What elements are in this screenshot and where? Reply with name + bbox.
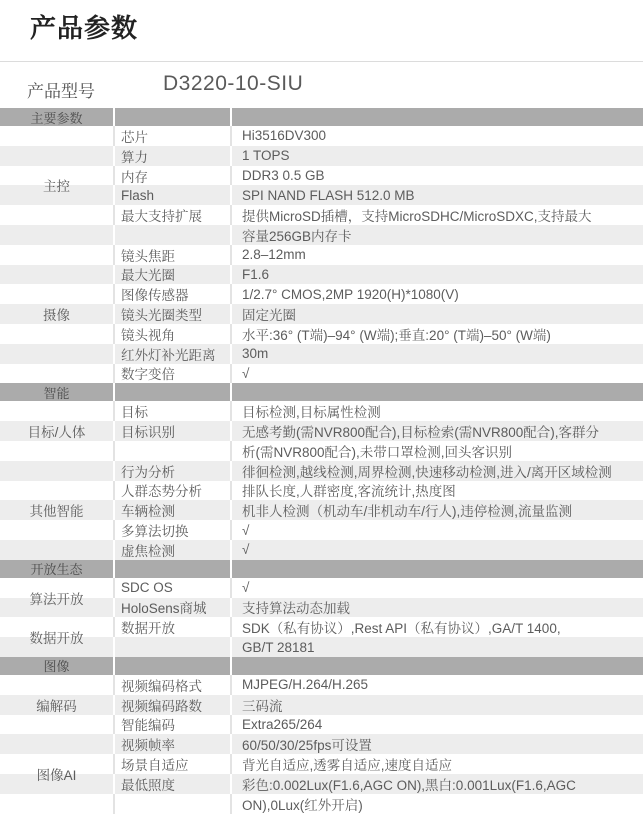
value-cell: 固定光圈 [232,304,643,324]
section-body [0,675,643,814]
group-cell [0,461,113,481]
value-cell: √ [232,578,643,598]
group-cell [0,166,113,186]
table-row [0,734,643,754]
value-cell: GB/T 28181 [232,637,643,657]
group-cell [0,401,113,421]
table-row [0,441,643,461]
table-row [0,617,643,637]
value-cell: 彩色:0.002Lux(F1.6,AGC ON),黑白:0.001Lux(F1.6,AGC [232,774,643,794]
value-cell: 30m [232,344,643,364]
group-cell [0,304,113,324]
model-value: D3220-10-SIU [163,72,304,95]
attr-cell [115,794,230,814]
section-title: 开放生态 [0,560,113,578]
table-row [0,637,643,657]
group-cell [0,126,113,146]
table-row [0,695,643,715]
section-bar-fill [232,383,643,401]
attr-cell: Flash [115,185,230,205]
group-cell [0,715,113,735]
divider-line [0,61,643,62]
group-cell [0,146,113,166]
attr-cell: 镜头焦距 [115,245,230,265]
attr-cell: 镜头视角 [115,324,230,344]
group-cell [0,344,113,364]
value-cell: Hi3516DV300 [232,126,643,146]
group-label: 主控 [43,179,70,195]
table-row [0,364,643,384]
table-row [0,146,643,166]
section-bar [0,108,643,126]
section-bar-fill [232,108,643,126]
value-cell: 析(需NVR800配合),未带口罩检测,回头客识别 [232,441,643,461]
attr-cell: 数据开放 [115,617,230,637]
value-cell: 1 TOPS [232,146,643,166]
value-cell: 1/2.7° CMOS,2MP 1920(H)*1080(V) [232,284,643,304]
group-cell [0,578,113,598]
attr-cell: 视频帧率 [115,734,230,754]
attr-cell: 数字变倍 [115,364,230,384]
section-body [0,126,643,383]
attr-cell: 红外灯补光距离 [115,344,230,364]
group-cell [0,324,113,344]
table-row [0,344,643,364]
value-cell: ON),0Lux(红外开启) [232,794,643,814]
attr-cell: 人群态势分析 [115,481,230,501]
attr-cell: 目标 [115,401,230,421]
table-row [0,265,643,285]
attr-cell: 算力 [115,146,230,166]
group-cell [0,245,113,265]
attr-cell: 镜头光圈类型 [115,304,230,324]
table-row [0,794,643,814]
group-label: 图像AI [36,767,77,783]
table-row [0,126,643,146]
table-row [0,675,643,695]
section-bar [0,560,643,578]
attr-cell: 虚焦检测 [115,540,230,560]
table-row [0,774,643,794]
attr-cell: 多算法切换 [115,520,230,540]
attr-cell [115,441,230,461]
group-label: 摄像 [43,308,70,324]
value-cell: MJPEG/H.264/H.265 [232,675,643,695]
value-cell: SPI NAND FLASH 512.0 MB [232,185,643,205]
group-label: 编解码 [36,698,77,714]
section-bar-fill [115,560,230,578]
table-row [0,245,643,265]
section-bar [0,383,643,401]
value-cell: SDK（私有协议）,Rest API（私有协议）,GA/T 1400, [232,617,643,637]
attr-cell: 目标识别 [115,421,230,441]
value-cell: √ [232,540,643,560]
value-cell: 徘徊检测,越线检测,周界检测,快速移动检测,进入/离开区域检测 [232,461,643,481]
value-cell: 水平:36° (T端)–94° (W端);垂直:20° (T端)–50° (W端) [232,324,643,344]
section-title: 图像 [0,657,113,675]
group-cell [0,481,113,501]
section-bar-fill [115,657,230,675]
table-row [0,205,643,225]
value-cell: √ [232,364,643,384]
group-cell [0,205,113,225]
page-title: 产品参数 [30,13,139,43]
group-cell [0,695,113,715]
group-cell [0,617,113,637]
attr-cell: 最低照度 [115,774,230,794]
table-row [0,540,643,560]
value-cell: 提供MicroSD插槽，支持MicroSDHC/MicroSDXC,支持最大 [232,205,643,225]
group-cell [0,225,113,245]
table-row [0,578,643,598]
table-row [0,166,643,186]
table-row [0,520,643,540]
attr-cell: 最大支持扩展 [115,205,230,225]
attr-cell: HoloSens商城 [115,598,230,618]
group-cell [0,598,113,618]
model-label: 产品型号 [27,82,95,101]
group-cell [0,734,113,754]
group-cell [0,421,113,441]
attr-cell: 行为分析 [115,461,230,481]
attr-cell: 智能编码 [115,715,230,735]
table-row [0,284,643,304]
section-bar-fill [232,560,643,578]
attr-cell [115,225,230,245]
section-bar-fill [115,108,230,126]
value-cell: 机非人检测（机动车/非机动车/行人),违停检测,流量监测 [232,500,643,520]
group-cell [0,265,113,285]
group-cell [0,794,113,814]
attr-cell: 场景自适应 [115,754,230,774]
section-bar [0,657,643,675]
group-cell [0,500,113,520]
value-cell: 60/50/30/25fps可设置 [232,734,643,754]
attr-cell: 视频编码格式 [115,675,230,695]
value-cell: 目标检测,目标属性检测 [232,401,643,421]
group-label: 其他智能 [29,504,84,520]
value-cell: 背光自适应,透雾自适应,速度自适应 [232,754,643,774]
table-row [0,324,643,344]
table-row [0,598,643,618]
table-row [0,225,643,245]
attr-cell: 内存 [115,166,230,186]
group-cell [0,284,113,304]
table-row [0,754,643,774]
value-cell: DDR3 0.5 GB [232,166,643,186]
section-bar-fill [232,657,643,675]
value-cell: √ [232,520,643,540]
table-row [0,304,643,324]
table-row [0,715,643,735]
table-row [0,401,643,421]
attr-cell: SDC OS [115,578,230,598]
group-cell [0,754,113,774]
value-cell: 2.8–12mm [232,245,643,265]
attr-cell: 芯片 [115,126,230,146]
group-label: 算法开放 [29,591,84,607]
group-cell [0,441,113,461]
table-row [0,461,643,481]
attr-cell: 视频编码路数 [115,695,230,715]
value-cell: 三码流 [232,695,643,715]
group-cell [0,520,113,540]
value-cell: 排队长度,人群密度,客流统计,热度图 [232,481,643,501]
section-title: 智能 [0,383,113,401]
value-cell: 无感考勤(需NVR800配合),目标检索(需NVR800配合),客群分 [232,421,643,441]
table-row [0,421,643,441]
spec-table [0,108,643,814]
table-row [0,481,643,501]
section-body [0,401,643,559]
group-cell [0,675,113,695]
group-cell [0,637,113,657]
group-label: 目标/人体 [27,425,86,441]
group-cell [0,774,113,794]
group-cell [0,364,113,384]
section-body [0,578,643,657]
attr-cell: 车辆检测 [115,500,230,520]
value-cell: F1.6 [232,265,643,285]
attr-cell [115,637,230,657]
attr-cell: 图像传感器 [115,284,230,304]
group-cell [0,540,113,560]
value-cell: 容量256GB内存卡 [232,225,643,245]
section-bar-fill [115,383,230,401]
table-row [0,185,643,205]
value-cell: 支持算法动态加载 [232,598,643,618]
table-row [0,500,643,520]
group-label: 数据开放 [29,631,84,647]
section-title: 主要参数 [0,108,113,126]
value-cell: Extra265/264 [232,715,643,735]
group-cell [0,185,113,205]
attr-cell: 最大光圈 [115,265,230,285]
